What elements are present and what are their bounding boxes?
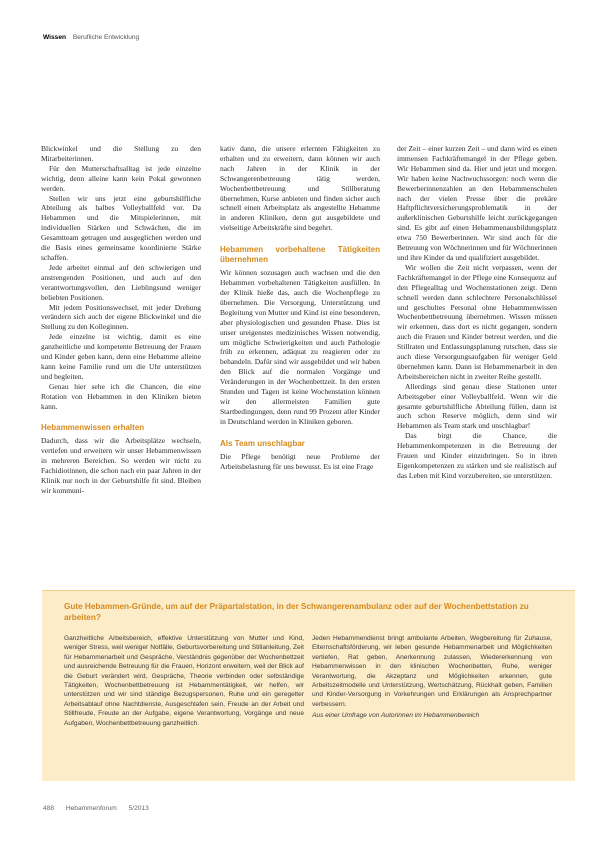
paragraph: Dadurch, dass wir die Arbeitsplätze wechseln, vertiefen und erweitern wir unser Hebammenwissen in mehreren Bereichen. So werden wir nicht zu Fachidiotinnen, die schon nach ein paar Jahren in der Klinik nur noch in der Geburtshilfe fit sind. Bleiben wir kommuni- (41, 436, 201, 495)
info-box-text: Ganzheitliche Arbeitsbereich, effektive Unterstützung von Mutter und Kind, weniger Stress, weil weniger Notfälle, Geburtsvorbereitung und Stillanleitung, Zeit für Hebammenarbeit und Gespräche, Verständnis gegenüber der Wochenbettzeit und ausreichende Betreuung für die Frauen, Horizont erweitern, weil der Blick auf die Geburt verändert wird, Gespräche, Theorie verbinden oder selbständige Tätigkeiten, Wochenbettbetreuung ist Hebammentätigkeit, wir helfen, wir unterstützen und wir sind ständige Bezugspersonen, Ruhe und ein geregelter Arbeitsablauf ohne Nachtdienste, Ausgeschlafen sein, Freude an der Arbeit und Stillfreude, Freude an der Aufgabe, eigene Verantwortung, Vorgänge und neue Aufgaben, Wochenbettbetreuung ganzheitlich. (64, 635, 304, 727)
subheading: Hebammenwissen erhalten (41, 423, 145, 433)
journal-name: Hebammenforum (65, 805, 117, 812)
info-box-title: Gute Hebammen-Gründe, um auf der Präpartalstation, in der Schwangerenambulanz oder auf der Wochenbettstation zu arbeiten? (64, 602, 529, 622)
subheading: Hebammen vorbehaltene Tätigkeiten übernehmen (220, 245, 380, 265)
paragraph: der Zeit – einer kurzen Zeit – und dann wird es einen immensen Fachkräftemangel in der Pflege geben. Wir Hebammen sind da. Hier und jetzt und morgen. Wir haben keine Nachwuchssorgen: noch wenn die Bewerberinnenzahlen an den Hebammenschulen nach der vielen Presse über die prekäre Haftpflichtversicherungsproblematik in der außerklinischen Geburtshilfe leicht zurückgegangen sind. Es gibt auf einen Hebammenausbildungsplatz etwa 750 Bewerberinnen. Wir sind auch für die Betreuung von Wöchnerinnen und für Wöchnerinnen und ihre Kinder da und qualifiziert ausgebildet. (397, 144, 557, 262)
topic-label: Berufliche Entwicklung (72, 34, 140, 41)
paragraph: Allerdings sind genau diese Stationen unter Arbeitsgeber einer Volleyballfeld. Wenn wir die gesamte geburtshilfliche Abteilung füllen, dann ist auch schon Reserve möglich, denn sind wir Hebammen als Team stark und unschlagbar! (397, 381, 557, 431)
subheading: Als Team unschlagbar (220, 438, 305, 448)
paragraph: Genau hier sehe ich die Chancen, die eine Rotation von Hebammen in den Kliniken bieten kann. (41, 381, 201, 411)
section-label: Wissen (43, 34, 67, 41)
info-box-column-left (64, 634, 304, 728)
paragraph: Wir wollen die Zeit nicht verpassen, wenn der Fachkräftemangel in der Pflege eine Konsequenz auf den Pflegealltag und Wochenstationen zeigt. Denn schnell werden dann schlechtere Personalschlüssel und geschultes Personal ohne Hebammenwissen Wochenbettbetreuung übernehmen. Wissen müssen wir erkennen, dass dort es nicht gegangen, sondern auch die Frauen und Kinder betreut werden, und die Stillraten und Entlassungsplanung rutschen, dass sie auch diese Versorgungsaufgaben für weniger Geld übernehmen kann. Dann ist Hebammenarbeit in den Arbeitsbereichen nicht in zweiter Reihe gestellt. (397, 262, 557, 381)
paragraph: Die Pflege benötigt neue Probleme der Arbeitsbelastung für uns bewusst. Es ist eine Frage (220, 451, 380, 471)
text-column-1 (41, 144, 201, 496)
info-box-text: Jeden Hebammendienst bringt ambulante Arbeiten, Wegbereitung für Zuhause, Elternschaftsförderung, wir leben gesunde Hebammenarbeit und Möglichkeiten vertiefen, Rat geben, Anerkennung zulassen, Wiedererkennung von Hebammenwissen in den klinischen Wochenbetten, Ruhe, weniger Verantwortung, die Akzeptanz und Möglichkeiten erkennen, gute Arbeitszeitmodelle und Unterstützung, Wertschätzung, Rückhalt geben, Familien und Kinder-Versorgung in Vorkehrungen und Erklärungen als Ansprechpartner verbessern. (312, 635, 552, 708)
paragraph: Blickwinkel und die Stellung zu den Mitarbeiterinnen. (41, 144, 201, 163)
paragraph: Wir können sozusagen auch wachsen und die den Hebammen vorbehaltenen Tätigkeiten ausfüllen. In der Klinik hieße das, auch die Wochenpflege zu übernehmen. Die Versorgung, Unterstützung und Begleitung von Mutter und Kind ist eine besonderen, aber physiologischen und gesunden Phase. Dies ist unser ureigenstes medizinisches Wissen notwendig, um mögliche Schwierigkeiten und auch Pathologie früh zu erkennen, adäquat zu reagieren oder zu behandeln. Dafür sind wir ausgebildet und wir haben den Blick auf die normalen Vorgänge und Veränderungen in der Wochenbettzeit. In den ersten Stunden und Tagen ist keine Wochenstation können wir den allermeisten Familien gute Startbedingungen, denn rund 99 Prozent aller Kinder in Deutschland werden in Kliniken geboren. (220, 268, 380, 426)
running-header (43, 34, 139, 41)
paragraph: kativ dann, die unsere erlernten Fähigkeiten zu erhalten und zu erweitern, dann können wir auch nach Jahren in der Klinik in der Schwangerenbetreuung tätig werden, Wochenbettbetreuung und Stillberatung übernehmen, Kurse anbieten und finden sicher auch schnell einen Arbeitsplatz als angestellte Hebamme in anderen Kliniken, denn gut ausgebildete und vielseitige Arbeitskräfte sind begehrt. (220, 144, 380, 233)
paragraph: Jede arbeitet einmal auf den schwierigen und anstrengenden Positionen, und auch auf den verantwortungsvollen, den Lieblingsund weniger beliebten Positionen. (41, 262, 201, 302)
page-number: 488 (43, 805, 55, 812)
issue-number: 5/2013 (128, 805, 149, 812)
text-column-3 (397, 144, 557, 481)
info-box-column-right (312, 634, 552, 721)
paragraph: Mit jedem Positionswechsel, mit jeder Drehung verändern sich auch der eigene Blickwinkel und die Stellung zu den Kolleginnen. (41, 302, 201, 332)
info-box-source: Aus einer Umfrage von Autorinnen im Hebammenbereich (312, 712, 480, 720)
paragraph: Für den Mutterschaftsalltag ist jede einzelne wichtig, denn alleine kann kein Pokal gewonnen werden. (41, 163, 201, 193)
paragraph: Das birgt die Chance, die Hebammenkompetenzen in die Betreuung der Frauen und Kinder einzubringen. So in ihren Eigenkompetenzen zu stärken und sie realistisch auf das Leben mit Kind vorzubereiten, sie unterstützen. (397, 431, 557, 480)
paragraph: Stellen wir uns jetzt eine geburtshilfliche Abteilung als halbes Volleyballfeld vor. Da Hebammen und die Mitspielerinnen, mit individuellen Stärken und Schwächen, die im Gesamtteam getragen und ausgeglichen werden und die Basis eines gemeinsame koordinierte Stärke schaffen. (41, 193, 201, 262)
text-column-2 (220, 144, 380, 471)
page-footer (43, 805, 159, 812)
info-box (42, 590, 575, 781)
paragraph: Jede einzelne ist wichtig, damit es eine ganzheitliche und kompetente Betreuung der Frauen und Kinder geben kann, denn eine Hebamme alleine kann keine Familie rund um die Uhr unterstützen und begleiten. (41, 332, 201, 381)
